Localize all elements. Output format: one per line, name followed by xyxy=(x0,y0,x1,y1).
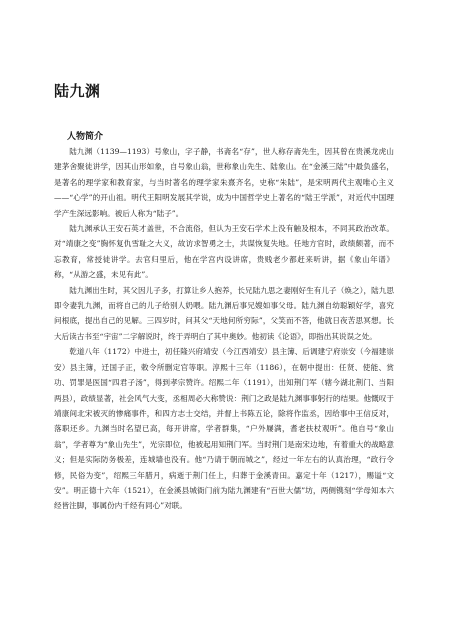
paragraph: 陆九渊出生时，其父因儿子多，打算让乡人抱养，长兄陆九思之妻刚好生有儿子（焕之），陆九思即令妻乳九渊，而将自己的儿子给别人奶喂。陆九渊后事兄嫂如事父母。陆九渊自幼聪颖好学，喜究问根底，提出自己的见解。三四岁时，问其父“天地何所穷际”，父笑而不答，他就日夜苦思冥想。长大后读古书至“宇宙”二字解说时，终于弄明白了其中奥妙。他初读《论语》，即指出其说误之处。 xyxy=(54,285,394,341)
paragraph: 陆九渊承认王安石英才盖世，不合流俗，但认为王安石学术上没有触及根本，不同其政治改革。对“靖康之变”胸怀复仇雪耻之大义，故访求智勇之士，共谋恢复失地。任地方官时，政绩颇著，而不忘教育，常授徒讲学。去官归里后，他在学宫内设讲席，贵贱老少都赶来听讲，据《象山年谱》称，“从游之盛，未见有此”。 xyxy=(54,224,394,280)
page-title: 陆九渊 xyxy=(54,82,101,100)
paragraph: 乾道八年（1172）中进士，初任隆兴府靖安（今江西靖安）县主簿、后调建宁府崇安（今福建崇安）县主簿，迁国子正，敕令所删定官等职。淳熙十三年（1186），在朝中提出：任贤、使能、赏功、罚罪是医国“四君子汤”，得到孝宗赞许。绍熙二年（1191），出知荆门军（辖今湖北荆门、当阳两县），政绩显著，社会风气大变，丞相周必大称赞说：荆门之政是陆九渊事事躬行的结果。他慨叹于靖康间北宋被灭的惨痛事件，和四方志士交结，并督上书陈五论，除将作监丞，因给事中王信反对，落职还乡。九渊当时名望已高，每开讲席，学者群集，“户外屦满，耆老扶杖观听”。他自号“象山翁”，学者尊为“象山先生”，光宗即位，他被起用知荆门军。当时荆门是南宋边地，有着重大的战略意义；但是实际防务极差，连城墙也没有。他“乃请于朝而城之”，经过一年左右的认真治理，“政行令修，民俗为变”，绍熙三年腊月，病逝于荆门任上，归葬于金溪青田。嘉定十年（1217），赐谥“文安”。明正德十六年（1521），在金溪县城衙门前为陆九渊建有“百世大儒”坊，两侧镌刻“学母知本六经皆注脚，事属份内千经有同心”对联。 xyxy=(54,347,394,511)
paragraph: 陆九渊（1139—1193）号象山，字子静，书斋名“存”，世人称存斋先生，因其曾在贵溪龙虎山建茅舍聚徒讲学，因其山形如象，自号象山翁，世称象山先生、陆象山。在“金溪三陆”中最负盛名，是著名的理学家和教育家，与当时著名的理学家朱熹齐名，史称“朱陆”，是宋明两代主观唯心主义——“心学”的开山祖。明代王阳明发展其学说，成为中国哲学史上著名的“陆王学派”，对近代中国理学产生深远影响。被后人称为“陆子”。 xyxy=(54,147,394,218)
section-heading: 人物简介 xyxy=(67,132,104,142)
body-text xyxy=(54,144,394,514)
